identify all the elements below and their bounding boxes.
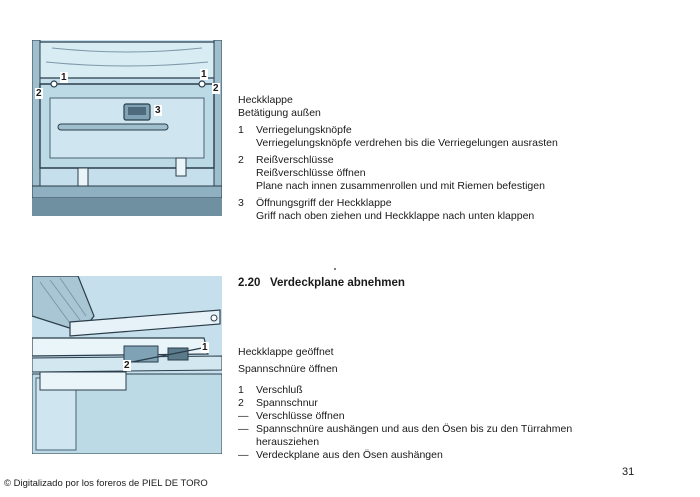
- step-dash: —: [238, 449, 249, 461]
- section-heading: [238, 277, 405, 289]
- step-1: [238, 410, 678, 423]
- step-3: [238, 449, 678, 462]
- block1-item-3: [238, 197, 678, 223]
- item-line: Reißverschlüsse öffnen: [256, 167, 366, 179]
- tension-cord-illustration: [32, 276, 222, 454]
- block2-line1: Heckklappe geöffnet: [238, 346, 334, 358]
- step-dash: —: [238, 423, 249, 435]
- item-line: Reißverschlüsse: [256, 154, 334, 166]
- legend-number: 1: [238, 384, 244, 396]
- step-line: Verschlüsse öffnen: [256, 410, 345, 422]
- step-2: [238, 423, 678, 449]
- item-line: Verriegelungsknöpfe verdrehen bis die Verriegelungen ausrasten: [256, 137, 558, 149]
- item-line: Öffnungsgriff der Heckklappe: [256, 197, 392, 209]
- tarp-removal-instructions: [238, 346, 678, 462]
- scan-dot: [334, 268, 336, 270]
- item-number: 2: [238, 154, 244, 166]
- step-dash: —: [238, 410, 249, 422]
- callout-2-left: 2: [36, 88, 42, 99]
- callout-2: 2: [124, 360, 130, 371]
- block2-line2: Spannschnüre öffnen: [238, 363, 338, 375]
- footer-credit: © Digitalizado por los foreros de PIEL DE TORO: [4, 478, 208, 489]
- step-line: herausziehen: [256, 436, 320, 448]
- page-number: 31: [622, 466, 635, 478]
- item-number: 3: [238, 197, 244, 209]
- block1-item-1: [238, 124, 678, 150]
- callout-1-left: 1: [61, 72, 67, 83]
- legend-number: 2: [238, 397, 244, 409]
- step-line: Verdeckplane aus den Ösen aushängen: [256, 449, 443, 461]
- item-line: Plane nach innen zusammenrollen und mit Riemen befestigen: [256, 180, 545, 192]
- legend-item-1: [238, 384, 678, 397]
- block1-item-2: [238, 154, 678, 193]
- tailgate-illustration: [32, 40, 222, 216]
- callout-3: 3: [155, 105, 161, 116]
- step-line: Spannschnüre aushängen und aus den Ösen bis zu den Türrahmen: [256, 423, 573, 435]
- callout-1-right: 1: [201, 69, 207, 80]
- callout-2-right: 2: [213, 83, 219, 94]
- item-line: Verriegelungsknöpfe: [256, 124, 352, 136]
- tailgate-instructions: [238, 94, 678, 223]
- section-number: 2.20: [238, 277, 261, 289]
- block1-title: Heckklappe: [238, 94, 293, 106]
- block1-subtitle: Betätigung außen: [238, 107, 321, 119]
- legend-text: Spannschnur: [256, 397, 318, 409]
- legend-item-2: [238, 397, 678, 410]
- item-line: Griff nach oben ziehen und Heckklappe nach unten klappen: [256, 210, 535, 222]
- legend-text: Verschluß: [256, 384, 303, 396]
- item-number: 1: [238, 124, 244, 136]
- section-title: Verdeckplane abnehmen: [270, 277, 405, 289]
- callout-1: 1: [202, 342, 208, 353]
